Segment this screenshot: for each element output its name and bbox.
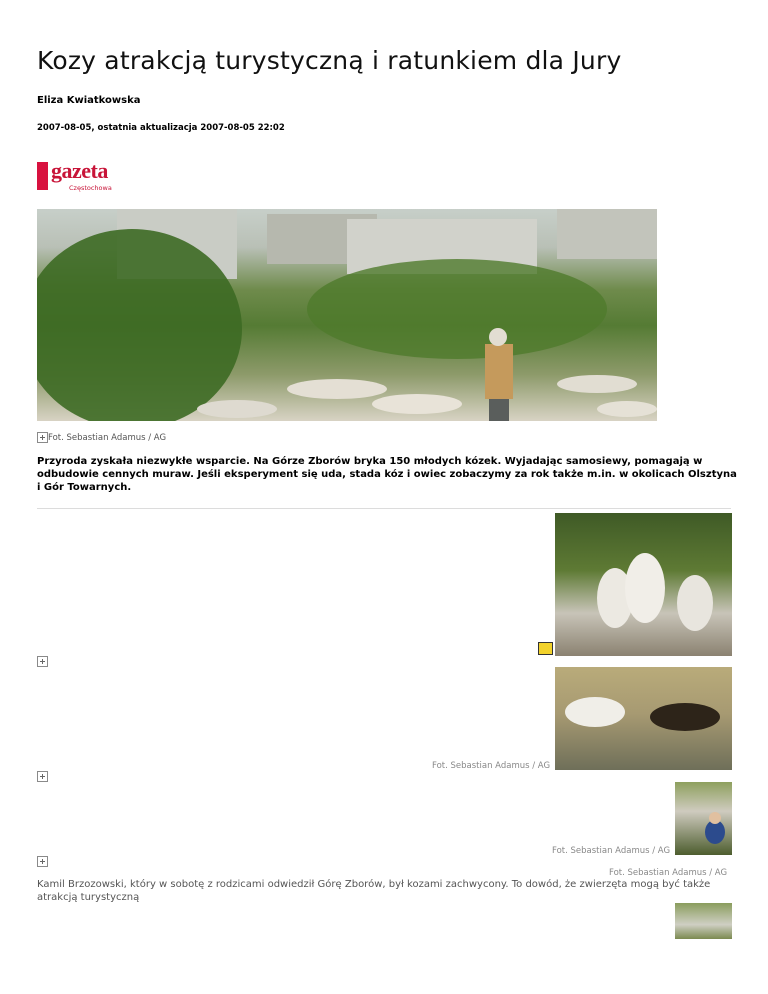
article-author[interactable]: Eliza Kwiatkowska	[37, 95, 141, 106]
main-photo-illustration	[37, 209, 657, 421]
divider	[37, 508, 731, 509]
gallery-photo-2-illustration	[555, 667, 732, 770]
logo-red-bar	[37, 162, 48, 190]
article-title: Kozy atrakcją turystyczną i ratunkiem dla Jury	[37, 46, 622, 75]
expand-icon[interactable]	[37, 771, 48, 782]
gazeta-logo[interactable]	[37, 158, 115, 192]
hand-pointer-icon[interactable]	[538, 642, 553, 655]
gallery-photo-3-illustration	[675, 782, 732, 855]
gallery-photo-2[interactable]	[555, 667, 732, 770]
gallery-photo-3[interactable]	[675, 782, 732, 855]
gallery-credit-2: Fot. Sebastian Adamus / AG	[552, 846, 671, 856]
main-photo[interactable]	[37, 209, 657, 421]
expand-icon[interactable]	[37, 432, 48, 443]
logo-subtitle: Częstochowa	[69, 184, 112, 192]
article-date: 2007-08-05, ostatnia aktualizacja 2007-08-05 22:02	[37, 123, 285, 133]
gallery-caption: Kamil Brzozowski, który w sobotę z rodzicami odwiedził Górę Zborów, był kozami zachwycony. To dowód, że zwierzęta mogą być także atrakcją turystyczną	[37, 879, 711, 903]
gallery-credit-1: Fot. Sebastian Adamus / AG	[432, 761, 551, 771]
expand-icon[interactable]	[37, 656, 48, 667]
main-photo-credit: Fot. Sebastian Adamus / AG	[48, 433, 167, 443]
logo-wordmark: gazeta	[51, 158, 108, 183]
article-lead: Przyroda zyskała niezwykłe wsparcie. Na Górze Zborów bryka 150 młodych kózek. Wyjadając samosiewy, pomagają w odbudowie cennych muraw. Jeśli eksperyment się uda, stada kóz i owiec zobaczymy za rok także m.in. w okolicach Olsztyna i Gór Towarnych.	[37, 456, 737, 493]
expand-icon[interactable]	[37, 856, 48, 867]
gallery-credit-3: Fot. Sebastian Adamus / AG	[609, 868, 728, 878]
gallery-thumbnail[interactable]	[675, 903, 732, 939]
gallery-photo-1[interactable]	[555, 513, 732, 656]
gallery-photo-1-illustration	[555, 513, 732, 656]
